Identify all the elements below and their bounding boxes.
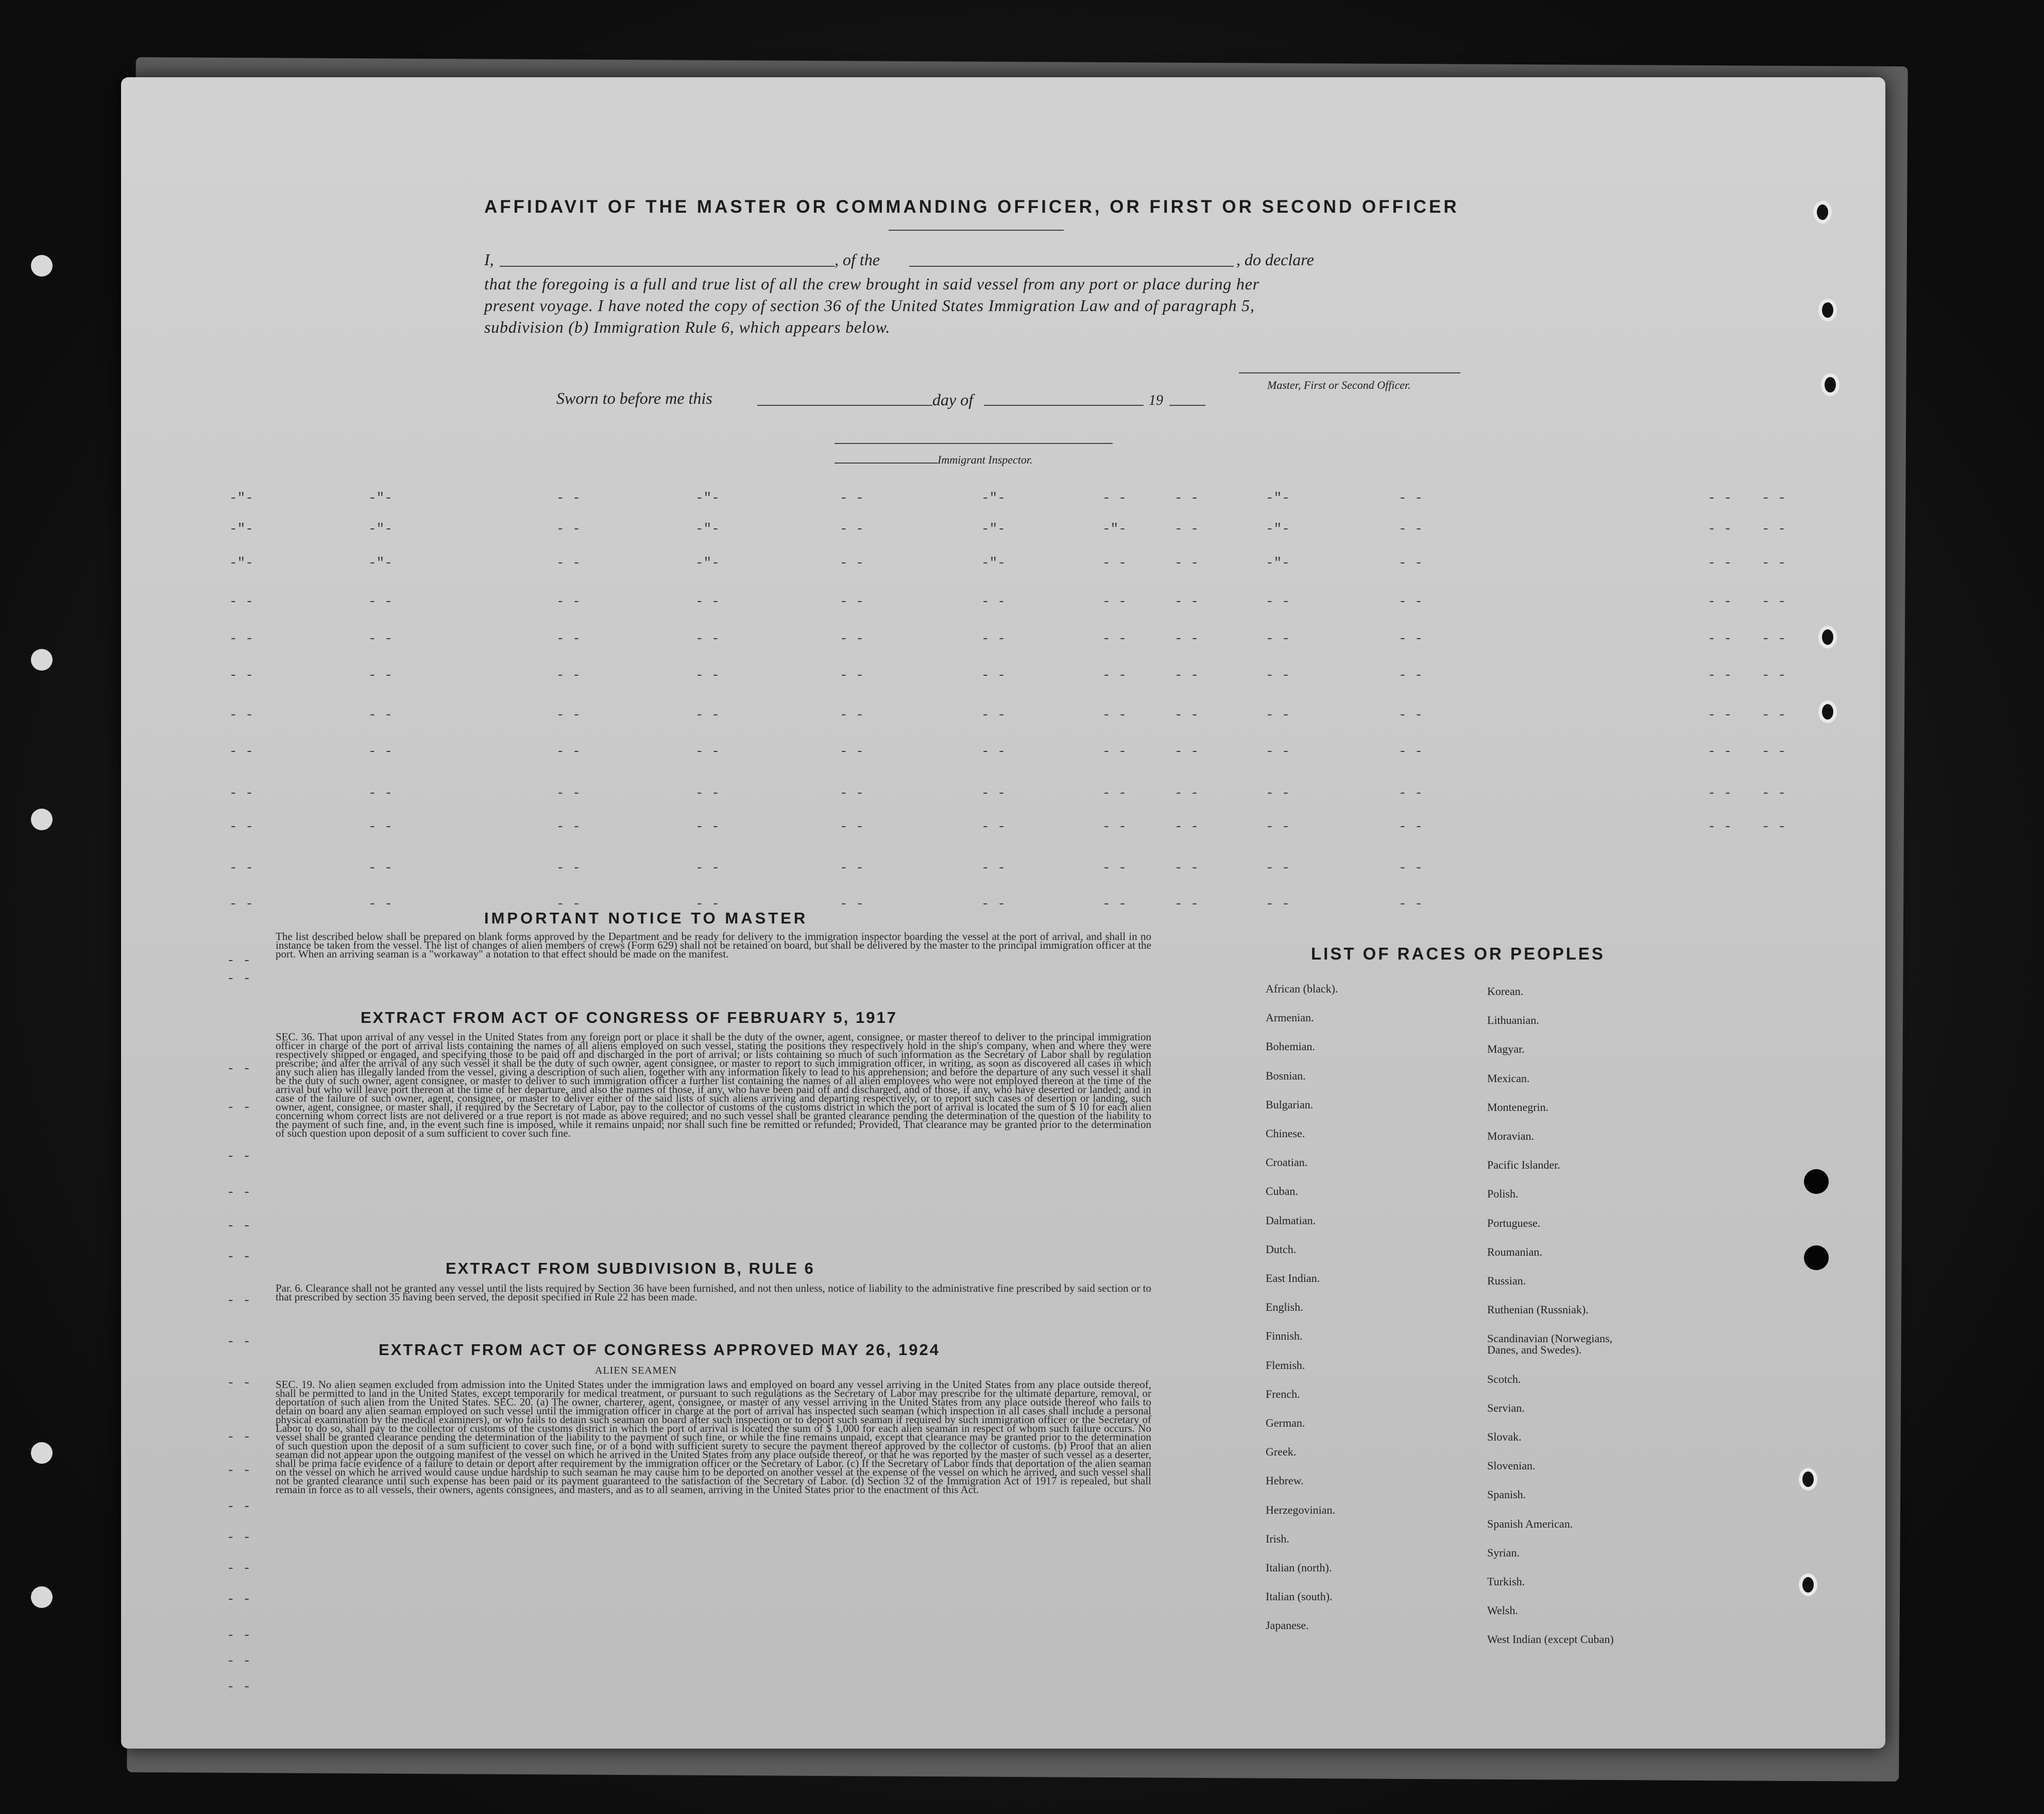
ditto-mark: - - — [556, 785, 581, 801]
race-item: Flemish. — [1266, 1358, 1305, 1372]
binder-ring-1 — [1813, 201, 1832, 224]
master-caption: Master, First or Second Officer. — [1267, 379, 1411, 391]
race-item: Scandinavian (Norwegians, — [1487, 1332, 1613, 1345]
ditto-mark: - - — [368, 860, 393, 876]
ditto-mark: - - — [981, 631, 1006, 646]
ditto-mark: - - — [840, 896, 864, 912]
race-item: Bosnian. — [1266, 1069, 1306, 1082]
ditto-mark: - - — [1174, 744, 1199, 759]
ditto-mark: - - — [556, 555, 581, 571]
margin-dash: - - — [227, 1061, 251, 1076]
ditto-mark: - - — [1762, 521, 1786, 537]
ditto-mark: - - — [556, 744, 581, 759]
binder-ring-4 — [1818, 626, 1837, 648]
ditto-mark: - - — [229, 860, 253, 876]
race-item: Slovak. — [1487, 1430, 1522, 1443]
affidavit-line-4: subdivision (b) Immigration Rule 6, which appears below. — [484, 318, 891, 336]
ditto-mark: - - — [1399, 668, 1423, 683]
race-item: Chinese. — [1266, 1127, 1305, 1140]
extract-rule6-title: EXTRACT FROM SUBDIVISION B, RULE 6 — [446, 1259, 815, 1277]
ditto-mark: - - — [1708, 521, 1732, 537]
ditto-mark: - - — [695, 785, 720, 801]
ditto-mark: - - — [1762, 707, 1786, 723]
ditto-mark: - - — [1174, 707, 1199, 723]
race-item: Bohemian. — [1266, 1040, 1315, 1053]
ditto-mark: - - — [556, 668, 581, 683]
ditto-mark: - - — [840, 490, 864, 506]
ditto-mark: - - — [840, 819, 864, 834]
sworn-day-line — [757, 405, 932, 406]
extract-1924-title: EXTRACT FROM ACT OF CONGRESS APPROVED MAY 26, 1924 — [379, 1341, 940, 1359]
ditto-mark: - - — [1266, 896, 1290, 912]
binder-ring-6 — [1799, 1468, 1817, 1491]
ditto-mark: - - — [1399, 707, 1423, 723]
ditto-mark: -"- — [981, 490, 1006, 506]
ditto-mark: - - — [695, 594, 720, 609]
binder-ring-2 — [1818, 299, 1837, 321]
ditto-mark: - - — [981, 860, 1006, 876]
ditto-mark: - - — [556, 819, 581, 834]
margin-dash: - - — [227, 1429, 251, 1445]
ditto-mark: -"- — [229, 555, 253, 571]
ditto-mark: -"- — [981, 521, 1006, 537]
ditto-mark: - - — [981, 594, 1006, 609]
manifest-page — [121, 77, 1885, 1749]
ditto-mark: - - — [840, 631, 864, 646]
ditto-mark: - - — [1266, 631, 1290, 646]
ditto-mark: -"- — [368, 490, 393, 506]
ditto-mark: - - — [1708, 668, 1732, 683]
ditto-mark: -"- — [695, 521, 720, 537]
ditto-mark: - - — [695, 819, 720, 834]
race-item: Irish. — [1266, 1532, 1289, 1545]
ditto-mark: - - — [840, 668, 864, 683]
ditto-mark: - - — [229, 594, 253, 609]
ditto-mark: - - — [695, 707, 720, 723]
ditto-mark: - - — [556, 896, 581, 912]
ditto-mark: - - — [368, 744, 393, 759]
ditto-mark: - - — [695, 744, 720, 759]
margin-dash: - - — [227, 971, 251, 986]
race-item: Italian (south). — [1266, 1590, 1333, 1603]
ditto-mark: - - — [1102, 896, 1127, 912]
ditto-mark: - - — [1708, 631, 1732, 646]
ditto-mark: - - — [1762, 785, 1786, 801]
ditto-mark: - - — [368, 668, 393, 683]
ditto-mark: - - — [368, 631, 393, 646]
ditto-mark: - - — [1399, 521, 1423, 537]
affidavit-line-3: present voyage. I have noted the copy of section 36 of the United States Immigration Law and of paragraph 5, — [484, 296, 1255, 315]
ditto-mark: -"- — [1266, 490, 1290, 506]
race-item: Ruthenian (Russniak). — [1487, 1303, 1589, 1316]
margin-dash: - - — [227, 1591, 251, 1607]
race-item: Roumanian. — [1487, 1245, 1542, 1258]
race-item: Pacific Islander. — [1487, 1158, 1560, 1172]
margin-dash: - - — [227, 1375, 251, 1391]
ditto-mark: - - — [840, 860, 864, 876]
margin-dash: - - — [227, 1334, 251, 1349]
ditto-mark: - - — [840, 707, 864, 723]
ditto-mark: - - — [368, 785, 393, 801]
race-item: Magyar. — [1487, 1042, 1525, 1056]
ditto-mark: - - — [229, 631, 253, 646]
ditto-mark: - - — [1708, 819, 1732, 834]
ditto-mark: -"- — [368, 555, 393, 571]
margin-dash: - - — [227, 1149, 251, 1164]
margin-dash: - - — [227, 1499, 251, 1514]
margin-dash: - - — [227, 1293, 251, 1308]
ditto-mark: - - — [981, 785, 1006, 801]
margin-dash: - - — [227, 1463, 251, 1478]
inspector-line-top — [834, 443, 1113, 444]
race-item: Dalmatian. — [1266, 1213, 1316, 1227]
ditto-mark: - - — [1399, 860, 1423, 876]
ditto-mark: - - — [1102, 860, 1127, 876]
extract-1924-body: SEC. 19. No alien seamen excluded from admission into the United States under the immigration laws and employed on board any vessel arriving in the United States from any place outside thereof, shall be permitted to land in the United States, except temporarily for medical treatment, or pursuant to such regulations as the Secretary of Labor may prescribe for the ultimate departure, removal, or deportation of such alien from the United States. SEC. 20. (a) The owner, charterer, agent, consignee, or master of any vessel arriving in the United States from any place outside thereof who fails to detain on board any alien seaman employed on such vessel until the immigration officer in charge at the port of arrival has inspected such seaman (which inspection in all cases shall include a personal physical examination by the medical examiners), or who fails to detain such seaman on board after such inspection or to deport such seaman if required by such immigration officer or the Secretary of Labor to do so, shall pay to the collector of customs of the customs district in which the port of arrival is located the sum of $ 1,000 for each alien seaman in respect of whom such failure occurs. No vessel shall be granted clearance pending the determination of the liability to the payment of such fine, or while the fine remains unpaid, except that clearance may be granted prior to the determination of such question upon the deposit of a sum sufficient to cover such fine, or of a bond with sufficient surety to secure the payment thereof approved by the collector of customs. (b) Proof that an alien seaman did not appear upon the outgoing manifest of the vessel on which he arrived in the United States from any place outside thereof, or that he was reported by the master of such vessel as a deserter, shall be prima facie evidence of a failure to detain or deport after requirement by the immigration officer or the Secretary of Labor. (c) If the Secretary of Labor finds that deportation of the alien seaman on the vessel on which he arrived would cause undue hardship to such seaman he may cause him to be deported on another vessel at the expense of the vessel on which he arrived, and such vessel shall not be granted clearance until such expense has been paid or its payment guaranteed to the satisfaction of the Secretary of Labor. (d) Section 32 of the Immigration Act of 1917 is repealed, but shall remain in force as to all vessels, their owners, agents consignees, and masters, and as to all seamen, arriving in the United States prior to the enactment of this Act. — [276, 1378, 1151, 1496]
ditto-mark: - - — [1762, 555, 1786, 571]
ditto-mark: - - — [840, 785, 864, 801]
ditto-mark: - - — [1399, 555, 1423, 571]
ditto-mark: - - — [1266, 860, 1290, 876]
ditto-mark: - - — [1174, 668, 1199, 683]
ditto-mark: - - — [1174, 819, 1199, 834]
ditto-mark: - - — [981, 707, 1006, 723]
binder-hole-left-5 — [31, 1586, 53, 1608]
name-line — [500, 266, 834, 267]
vessel-line — [909, 266, 1234, 267]
ditto-mark: - - — [981, 819, 1006, 834]
margin-dash: - - — [227, 1653, 251, 1669]
ditto-mark: - - — [368, 707, 393, 723]
ditto-mark: - - — [1762, 668, 1786, 683]
margin-dash: - - — [227, 953, 251, 968]
race-item: Slovenian. — [1487, 1459, 1536, 1473]
margin-dash: - - — [227, 1530, 251, 1545]
ditto-mark: - - — [695, 668, 720, 683]
ditto-mark: -"- — [1266, 555, 1290, 571]
race-item: Servian. — [1487, 1401, 1525, 1414]
race-item: Dutch. — [1266, 1242, 1297, 1256]
binder-hole-left-2 — [31, 649, 53, 671]
race-item: Hebrew. — [1266, 1474, 1304, 1487]
race-item: French. — [1266, 1387, 1300, 1400]
ditto-mark: - - — [1399, 785, 1423, 801]
race-item: Lithuanian. — [1487, 1014, 1539, 1027]
ditto-mark: - - — [229, 744, 253, 759]
ditto-mark: - - — [1102, 819, 1127, 834]
ditto-mark: -"- — [368, 521, 393, 537]
extract-1917-title: EXTRACT FROM ACT OF CONGRESS OF FEBRUARY 5, 1917 — [361, 1008, 897, 1026]
race-item: Finnish. — [1266, 1329, 1303, 1343]
margin-dash: - - — [227, 1561, 251, 1576]
race-item: Syrian. — [1487, 1546, 1520, 1559]
sworn-label: Sworn to before me this — [556, 389, 712, 407]
extract-1917-body: SEC. 36. That upon arrival of any vessel in the United States from any foreign port or place it shall be the duty of the owner, agent, consignee, or master thereof to deliver to the principal immigration officer in charge of the port of arrival lists containing the names of all aliens employed on such vessel, stating the positions they respectively hold in the ship's company, when and where they were respectively shipped or engaged, and specifying those to be paid off and discharged in the port of arrival; or lists containing so much of such information as the Secretary of Labor shall by regulation prescribe; and after the arrival of any such vessel it shall be the duty of such owner, agent consignee, or master to report to such immigration officer, in writing, as soon as discovered all cases in which any such alien has illegally landed from the vessel, giving a description of such alien, together with any information likely to lead to his apprehension; and before the departure of any such vessel it shall be the duty of such owner, agent consignee, or master to deliver to such immigration officer a further list containing the names of all alien employees who were not employed thereon at the time of the arrival but who will leave port thereon at the time of her departure, and also the names of those, if any, who have been paid off and discharged, and of those, if any, who have deserted or landed; and in case of the failure of such owner, agent, consignee, or master to deliver either of the said lists of such aliens arriving and departing respectively, or to report such cases of desertion or landing, such owner, agent, consignee, or master shall, if required by the Secretary of Labor, pay to the collector of customs of the customs district in which the port of arrival is located the sum of $ 10 for each alien concerning whom correct lists are not delivered or a true report is not made as above required; and no such vessel shall be granted clearance pending the determination of the question of the liability to the payment of such fine, and, in the event such fine is imposed, while it remains unpaid; nor shall such fine be remitted or refunded; Provided, That clearance may be granted prior to the determination of such question upon deposit of a sum sufficient to cover such fine. — [276, 1031, 1151, 1139]
race-item: Turkish. — [1487, 1575, 1525, 1588]
month-line — [984, 405, 1144, 406]
day-of-label: day of — [932, 390, 974, 409]
race-item: Mexican. — [1487, 1071, 1530, 1085]
ditto-mark: - - — [229, 819, 253, 834]
ditto-mark: - - — [229, 785, 253, 801]
ditto-mark: - - — [1174, 594, 1199, 609]
ditto-mark: - - — [981, 896, 1006, 912]
ditto-mark: - - — [368, 819, 393, 834]
ditto-mark: - - — [695, 896, 720, 912]
ditto-mark: - - — [1762, 631, 1786, 646]
race-item: East Indian. — [1266, 1272, 1320, 1285]
race-item: Danes, and Swedes). — [1487, 1343, 1582, 1357]
affidavit-of-the-label: , of the — [834, 250, 880, 269]
ditto-mark: - - — [1266, 594, 1290, 609]
race-item: German. — [1266, 1416, 1305, 1429]
binder-ring-5 — [1818, 700, 1837, 723]
race-item: Croatian. — [1266, 1156, 1308, 1169]
title-underline — [889, 230, 1064, 231]
race-item: African (black). — [1266, 982, 1338, 995]
ditto-mark: - - — [840, 594, 864, 609]
margin-dash: - - — [227, 1100, 251, 1115]
ditto-mark: - - — [229, 707, 253, 723]
ditto-mark: - - — [1102, 594, 1127, 609]
race-item: Cuban. — [1266, 1185, 1298, 1198]
race-item: English. — [1266, 1300, 1303, 1314]
ditto-mark: -"- — [1102, 521, 1127, 537]
races-title: LIST OF RACES OR PEOPLES — [1311, 944, 1605, 963]
punched-hole-1 — [1804, 1169, 1829, 1194]
ditto-mark: - - — [1174, 785, 1199, 801]
affidavit-line-2: that the foregoing is a full and true list of all the crew brought in said vessel from any port or place during her — [484, 275, 1259, 293]
ditto-mark: -"- — [229, 521, 253, 537]
ditto-mark: - - — [1174, 631, 1199, 646]
affidavit-do-declare-label: , do declare — [1236, 250, 1314, 269]
notice-body: The list described below shall be prepared on blank forms approved by the Department and be ready for delivery to the immigration inspector boarding the vessel at the port of arrival, and shall in no instance be taken from the vessel. The list of changes of alien members of crews (Form 629) shall not be retained on board, but shall be delivered by the master to the principal immigration officer at the port. When an arriving seaman is a "workaway" a notation to that effect should be made on the manifest. — [276, 930, 1151, 960]
race-item: Spanish American. — [1487, 1517, 1573, 1530]
notice-title: IMPORTANT NOTICE TO MASTER — [484, 909, 808, 927]
ditto-mark: - - — [1762, 744, 1786, 759]
ditto-mark: - - — [1102, 490, 1127, 506]
race-item: Spanish. — [1487, 1488, 1526, 1501]
year-label: 19 — [1149, 392, 1163, 408]
ditto-mark: - - — [556, 707, 581, 723]
ditto-mark: - - — [1708, 490, 1732, 506]
year-line — [1169, 405, 1205, 406]
margin-dash: - - — [227, 1249, 251, 1264]
ditto-mark: - - — [556, 860, 581, 876]
race-item: Armenian. — [1266, 1011, 1314, 1024]
ditto-mark: - - — [1399, 594, 1423, 609]
race-item: Korean. — [1487, 985, 1524, 998]
ditto-mark: - - — [1708, 744, 1732, 759]
ditto-mark: - - — [1399, 744, 1423, 759]
ditto-mark: -"- — [695, 555, 720, 571]
ditto-mark: - - — [1102, 707, 1127, 723]
ditto-mark: - - — [229, 896, 253, 912]
ditto-mark: -"- — [981, 555, 1006, 571]
ditto-mark: - - — [840, 555, 864, 571]
extract-rule6-body: Par. 6. Clearance shall not be granted any vessel until the lists required by Section 36 have been furnished, and not then unless, notice of liability to the administrative fine prescribed by said section or to that prescribed by section 35 having been served, the deposit specified in Rule 22 has been made. — [276, 1282, 1151, 1303]
ditto-mark: - - — [1708, 594, 1732, 609]
master-signature-line — [1239, 372, 1460, 373]
race-item: Montenegrin. — [1487, 1100, 1549, 1114]
binder-hole-left-4 — [31, 1442, 53, 1464]
race-item: Herzegovinian. — [1266, 1503, 1335, 1516]
ditto-mark: -"- — [1266, 521, 1290, 537]
race-item: Welsh. — [1487, 1604, 1518, 1617]
ditto-mark: - - — [1399, 490, 1423, 506]
ditto-mark: - - — [981, 668, 1006, 683]
ditto-mark: - - — [1266, 744, 1290, 759]
ditto-mark: - - — [1266, 707, 1290, 723]
margin-dash: - - — [227, 1218, 251, 1234]
margin-dash: - - — [227, 1679, 251, 1695]
ditto-mark: - - — [1174, 860, 1199, 876]
ditto-mark: - - — [556, 631, 581, 646]
ditto-mark: - - — [1399, 631, 1423, 646]
ditto-mark: - - — [1399, 819, 1423, 834]
ditto-mark: - - — [840, 744, 864, 759]
race-item: Polish. — [1487, 1187, 1519, 1201]
ditto-mark: - - — [840, 521, 864, 537]
affidavit-i-label: I, — [484, 250, 494, 269]
race-item: Russian. — [1487, 1274, 1526, 1287]
ditto-mark: - - — [556, 594, 581, 609]
margin-dash: - - — [227, 1185, 251, 1200]
ditto-mark: - - — [1174, 555, 1199, 571]
ditto-mark: - - — [1762, 490, 1786, 506]
ditto-mark: - - — [1174, 896, 1199, 912]
affidavit-title: AFFIDAVIT OF THE MASTER OR COMMANDING OFFICER, OR FIRST OR SECOND OFFICER — [484, 197, 1459, 217]
ditto-mark: - - — [1102, 668, 1127, 683]
race-item: Scotch. — [1487, 1372, 1521, 1385]
punched-hole-2 — [1804, 1245, 1829, 1270]
ditto-mark: - - — [1266, 668, 1290, 683]
binder-ring-7 — [1799, 1573, 1817, 1596]
ditto-mark: - - — [556, 521, 581, 537]
race-item: Greek. — [1266, 1445, 1297, 1459]
ditto-mark: - - — [1102, 631, 1127, 646]
race-item: Italian (north). — [1266, 1561, 1332, 1574]
ditto-mark: - - — [695, 860, 720, 876]
extract-1924-subtitle: ALIEN SEAMEN — [595, 1365, 677, 1376]
ditto-mark: -"- — [695, 490, 720, 506]
ditto-mark: -"- — [229, 490, 253, 506]
ditto-mark: - - — [1399, 896, 1423, 912]
inspector-line — [834, 463, 938, 464]
race-item: West Indian (except Cuban) — [1487, 1633, 1614, 1646]
ditto-mark: - - — [1708, 785, 1732, 801]
ditto-mark: - - — [1762, 819, 1786, 834]
inspector-caption: Immigrant Inspector. — [938, 453, 1033, 466]
ditto-mark: - - — [1102, 785, 1127, 801]
binder-ring-3 — [1821, 373, 1839, 396]
ditto-mark: - - — [1102, 555, 1127, 571]
ditto-mark: - - — [1708, 707, 1732, 723]
binder-hole-left-3 — [31, 809, 53, 830]
ditto-mark: - - — [556, 490, 581, 506]
ditto-mark: - - — [229, 668, 253, 683]
race-item: Moravian. — [1487, 1130, 1535, 1142]
ditto-mark: - - — [1174, 521, 1199, 537]
race-item: Bulgarian. — [1266, 1098, 1314, 1111]
ditto-mark: - - — [1102, 744, 1127, 759]
race-item: Portuguese. — [1487, 1216, 1541, 1229]
ditto-mark: - - — [1762, 594, 1786, 609]
binder-hole-left-1 — [31, 255, 53, 277]
margin-dash: - - — [227, 1628, 251, 1643]
ditto-mark: - - — [368, 594, 393, 609]
ditto-mark: - - — [981, 744, 1006, 759]
ditto-mark: - - — [695, 631, 720, 646]
ditto-mark: - - — [1174, 490, 1199, 506]
ditto-mark: - - — [1266, 819, 1290, 834]
ditto-mark: - - — [1266, 785, 1290, 801]
ditto-mark: - - — [1708, 555, 1732, 571]
ditto-mark: - - — [368, 896, 393, 912]
race-item: Japanese. — [1266, 1619, 1309, 1632]
